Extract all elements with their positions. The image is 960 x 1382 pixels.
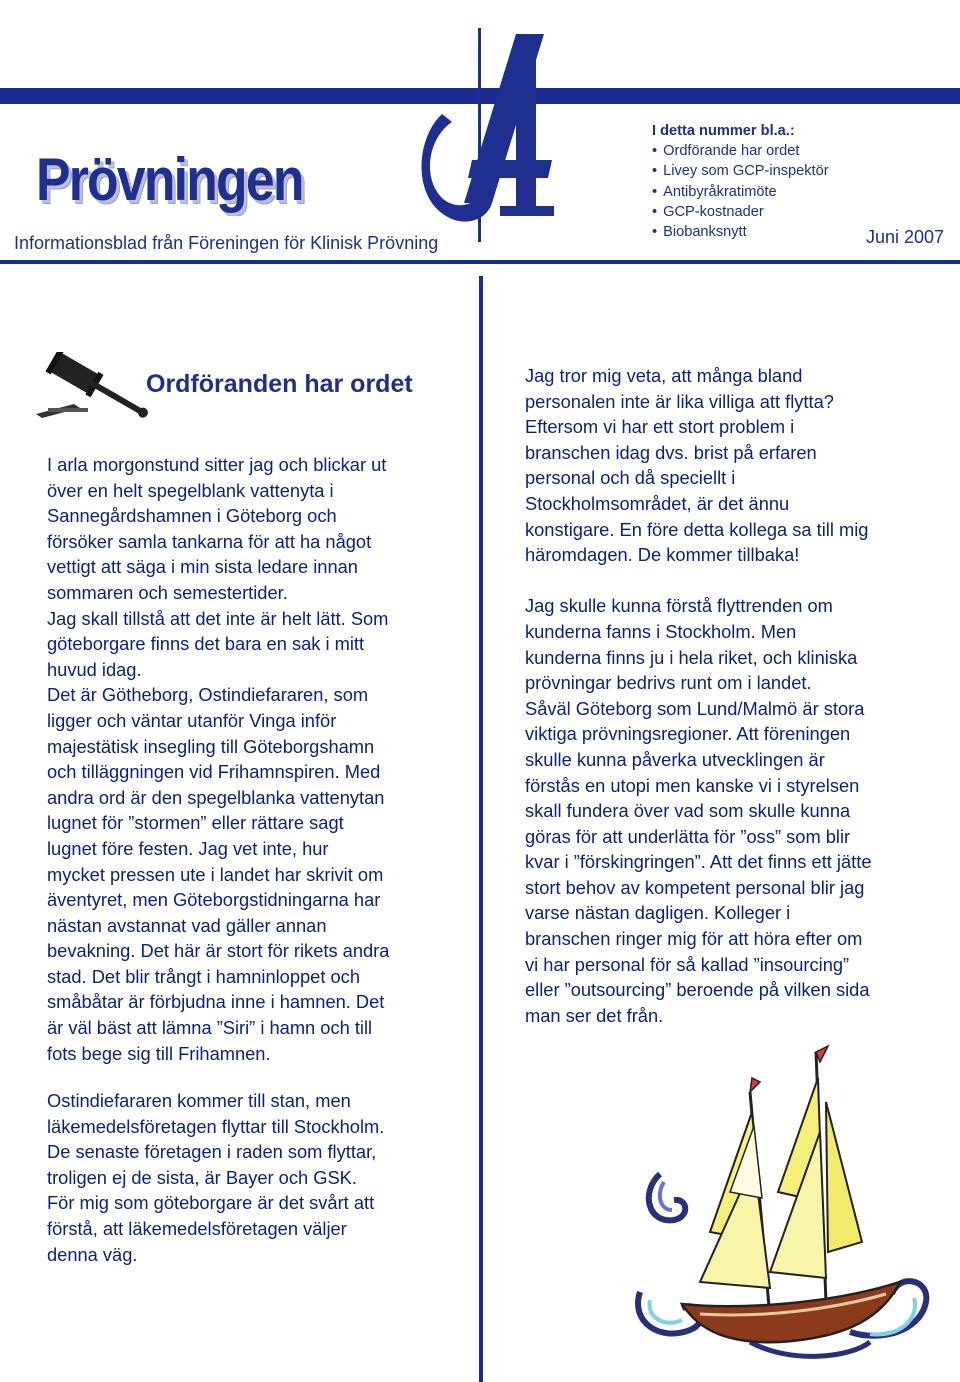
text-line: man ser det från. [525, 1004, 664, 1026]
issue-item: • Ordförande har ordet [652, 141, 829, 161]
article-title: Ordföranden har ordet [146, 370, 413, 398]
issue-date: Juni 2007 [866, 227, 945, 247]
text-line: I arla morgonstund sitter jag och blickar ut [47, 454, 387, 475]
text-line: förstås en utopi men kanske vi i styrelsen [525, 774, 860, 796]
text-line: sommaren och semestertider. [47, 581, 288, 603]
text-line: majestätisk insegling till Göteborgshamn [47, 735, 375, 757]
text-line: ligger och väntar utanför Vinga inför [47, 709, 337, 731]
text-line: Det är Götheborg, Ostindiefararen, som [47, 684, 369, 706]
text-line: kunderna fanns i Stockholm. Men [525, 620, 797, 642]
text-line: fots bege sig till Frihamnen. [47, 1042, 271, 1064]
issue-item: • Livey som GCP-inspektör [652, 161, 829, 181]
text-line: försöker samla tankarna för att ha något [47, 530, 372, 552]
text-line: troligen ej de sista, är Bayer och GSK. [47, 1166, 357, 1188]
text-line: branschen idag dvs. brist på erfaren [525, 441, 817, 463]
text-line: viktiga prövningsregioner. Att föreningen [525, 723, 851, 745]
text-line: läkemedelsföretagen flyttar till Stockholm. [47, 1115, 385, 1137]
text-line: bevakning. Det här är stort för rikets andra [47, 940, 390, 962]
text-line: är väl bäst att lämna ”Siri” i hamn och till [47, 1017, 373, 1039]
text-line: göras för att underlätta för ”oss” som blir [525, 825, 851, 847]
text-line: vettigt att säga i min sista ledare innan [47, 556, 358, 578]
text-line: skulle kunna påverka utvecklingen är [525, 748, 825, 770]
text-line: skall fundera över vad som skulle kunna [525, 800, 851, 822]
issue-item: • GCP-kostnader [652, 202, 829, 222]
text-line: denna väg. [47, 1243, 138, 1265]
text-line: göteborgare finns det bara en sak i mitt [47, 633, 365, 655]
article-column-left [47, 452, 389, 1066]
text-line: småbåtar är förbjudna inne i hamnen. Det [47, 991, 385, 1013]
text-line: prövningar bedrivs runt om i landet. [525, 672, 812, 694]
issue-item: • Biobanksnytt [652, 222, 829, 242]
text-line: varse nästan dagligen. Kolleger i [525, 902, 791, 924]
text-line: Jag tror mig veta, att många bland [525, 365, 803, 386]
issue-contents [652, 121, 829, 242]
text-line: Eftersom vi har ett stort problem i [525, 416, 795, 438]
newsletter-subtitle: Informationsblad från Föreningen för Klinisk Prövning [14, 233, 439, 253]
text-line: konstigare. En före detta kollega sa till mig [525, 518, 869, 540]
letter-a-logo-icon [412, 28, 560, 242]
article-column-left-lower [47, 1088, 384, 1267]
text-line: Jag skulle kunna förstå flyttrenden om [525, 595, 833, 617]
newsletter-title: Prövningen [36, 146, 303, 213]
text-line: personal och då speciellt i [525, 467, 736, 489]
text-line: Stockholmsområdet, är det ännu [525, 492, 790, 514]
column-divider [479, 276, 483, 1382]
text-line: eller ”outsourcing” beroende på vilken sida [525, 979, 870, 1001]
issue-contents-heading: I detta nummer bl.a.: [652, 123, 795, 139]
text-line: vi har personal för så kallad ”insourcing” [525, 953, 850, 975]
text-line: Jag skall tillstå att det inte är helt lätt. Som [47, 607, 389, 629]
text-line: kvar i ”förskingringen”. Att det finns ett jätte [525, 851, 872, 873]
text-line: häromdagen. De kommer tillbaka! [525, 544, 800, 566]
text-line: lugnet för ”stormen” eller rättare sagt [47, 812, 344, 834]
paragraph-gap [525, 568, 872, 594]
text-line: förstå, att läkemedelsföretagen väljer [47, 1217, 347, 1239]
text-line: och tilläggningen vid Frihamnspiren. Med [47, 761, 381, 783]
gavel-icon [34, 352, 154, 422]
text-line: stad. Det blir trångt i hamninloppet och [47, 965, 360, 987]
text-line: huvud idag. [47, 658, 142, 680]
header-rule [0, 260, 960, 264]
text-line: De senaste företagen i raden som flyttar, [47, 1141, 377, 1163]
text-line: branschen ringer mig för att höra efter om [525, 928, 863, 950]
sailing-ship-illustration [630, 1042, 930, 1378]
text-line: kunderna finns ju i hela riket, och kliniska [525, 646, 858, 668]
text-line: Såväl Göteborg som Lund/Malmö är stora [525, 697, 865, 719]
text-line: Ostindiefararen kommer till stan, men [47, 1090, 351, 1111]
text-line: andra ord är den spegelblanka vattenytan [47, 786, 385, 808]
text-line: nästan avstannat vad gäller annan [47, 914, 327, 936]
text-line: personalen inte är lika villiga att flytta? [525, 390, 834, 412]
text-line: För mig som göteborgare är det svårt att [47, 1192, 375, 1214]
text-line: stort behov av kompetent personal blir jag [525, 876, 865, 898]
text-line: lugnet före festen. Jag vet inte, hur [47, 837, 329, 859]
text-line: äventyret, men Göteborgstidningarna har [47, 889, 381, 911]
text-line: över en helt spegelblank vattenyta i [47, 479, 334, 501]
issue-item: • Antibyråkratimöte [652, 182, 829, 202]
article-column-right [525, 363, 872, 1028]
text-line: mycket pressen ute i landet har skrivit om [47, 863, 384, 885]
text-line: Sannegårdshamnen i Göteborg och [47, 505, 337, 527]
